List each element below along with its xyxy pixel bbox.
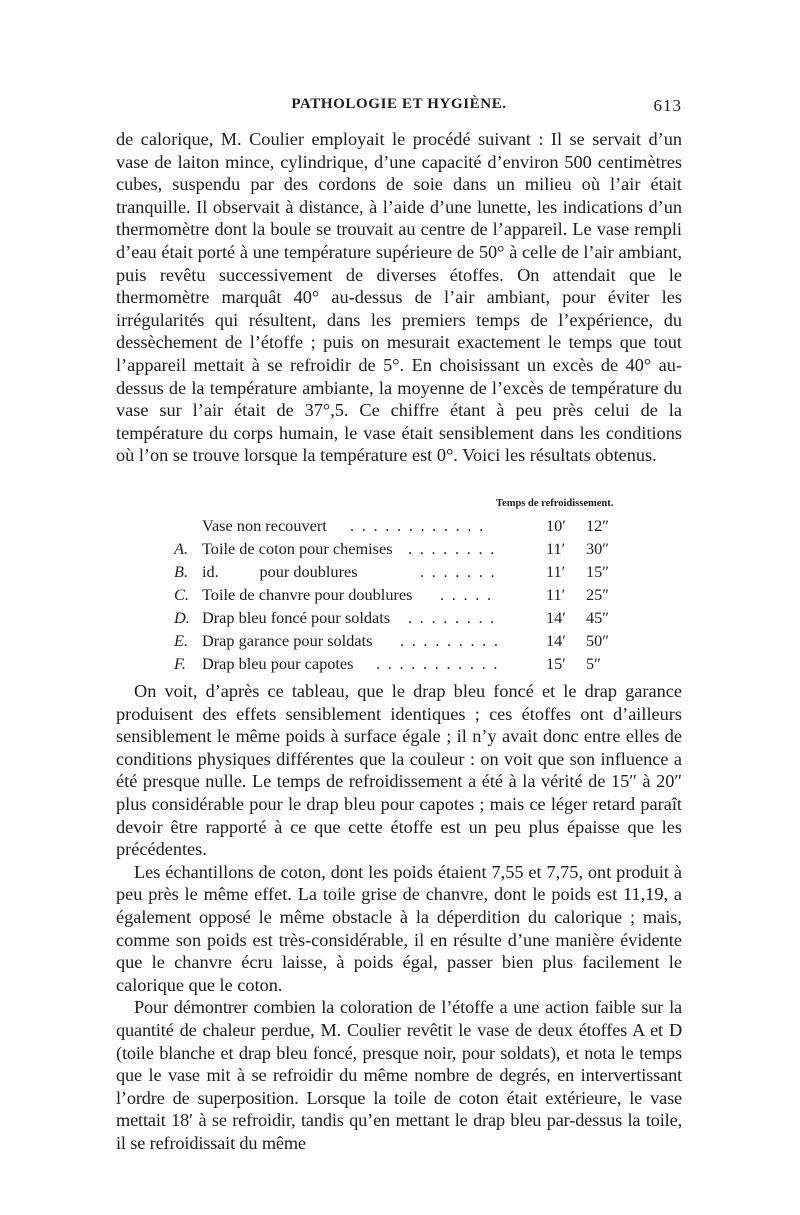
row-leader-dots: . . . . . . . <box>420 562 497 581</box>
paragraph-4: Pour démontrer combien la coloration de l’étoffe a une action faible sur la quantité de chaleur perdue, M. Coulier revêtit le vase de deux étoffes A et D (toile blanche et drap bleu foncé, presque noir, pour soldats), et nota le temps que le vase mit à se refroidir du même nombre de degrés, en intervertissant l’ordre de superposition. Lorsque la toile de coton était extérieure, le vase mettait 18′ à se refroidir, tandis qu’en mettant le drap bleu par-dessus la toile, il se refroidissait du même <box>116 997 682 1153</box>
table-row <box>168 585 688 609</box>
row-fabric: Drap bleu foncé pour soldats <box>202 608 391 627</box>
row-letter: A. <box>174 539 189 558</box>
row-seconds: 50″ <box>586 631 610 650</box>
paragraph-1: de calorique, M. Coulier employait le procédé suivant : Il se servait d’un vase de laiton mince, cylindrique, d’une capacité d’environ 500 centimètres cubes, suspendu par des cordons de soie dans un milieu où l’air était tranquille. Il observait à distance, à l’aide d’une lunette, les indications d’un thermomètre dont la boule se trouvait au centre de l’appareil. Le vase rempli d’eau était porté à une température supérieure de 50° à celle de l’air ambiant, puis revêtu successivement de diverses étoffes. On attendait que le thermomètre marquât 40° au-dessus de l’air ambiant, pour éviter les irrégularités qui résultent, dans les premiers temps de l’expérience, du dessèchement de l’étoffe ; puis on mesurait exactement le temps que tout l’appareil mettait à se refroidir de 5°. En choisissant un excès de 40° au-dessus de la température ambiante, la moyenne de l’excès de température du vase sur l’air était de 37°,5. Ce chiffre étant à peu près celui de la température du corps humain, le vase était sensiblement dans les conditions où l’on se trouve lorsque la température est 0°. Voici les résultats obtenus. <box>116 129 682 466</box>
row-leader-dots: . . . . . <box>440 585 493 604</box>
row-fabric: id. pour doublures <box>202 562 358 581</box>
paragraph-2: On voit, d’après ce tableau, que le drap bleu foncé et le drap garance produisent des effets sensiblement identiques ; ces étoffes ont d’ailleurs sensiblement le même poids à surface égale ; il n’y avait donc entre elles de conditions physiques différentes que la couleur : on voit que son influence a été presque nulle. Le temps de refroidissement a été à la vérité de 15″ à 20″ plus considérable pour le drap bleu pour capotes ; mais ce léger retard paraît devoir être rapporté à ce que cette étoffe est un peu plus épaisse que les précédentes. <box>116 681 682 860</box>
row-leader-dots: . . . . . . . . . . . <box>376 654 500 673</box>
paragraph-analysis <box>116 680 682 1154</box>
row-letter: C. <box>174 585 189 604</box>
row-letter: B. <box>174 562 189 581</box>
row-leader-dots: . . . . . . . . . <box>400 631 500 650</box>
row-letter: D. <box>174 608 190 627</box>
row-letter: F. <box>174 654 186 673</box>
row-fabric: Drap garance pour soldats <box>202 631 373 650</box>
table-row <box>168 631 688 655</box>
row-fabric: Vase non recouvert <box>202 516 327 535</box>
row-minutes: 15′ <box>546 654 566 673</box>
row-minutes: 14′ <box>546 631 566 650</box>
row-minutes: 10′ <box>546 516 566 535</box>
paragraph-3: Les échantillons de coton, dont les poids étaient 7,55 et 7,75, ont produit à peu près le même effet. La toile grise de chanvre, dont le poids est 11,19, a également opposé le même obstacle à la déperdition du calorique ; mais, comme son poids est très-considérable, il en résulte d’une manière évidente que le chanvre écru laisse, à poids égal, passer bien plus facilement le calorique que le coton. <box>116 861 682 995</box>
table-row <box>168 539 688 563</box>
paragraph-method <box>116 128 682 467</box>
table-caption: Temps de refroidissement. <box>496 498 614 509</box>
row-minutes: 14′ <box>546 608 566 627</box>
table-row <box>168 562 688 586</box>
row-fabric: Toile de chanvre pour doublures <box>202 585 413 604</box>
row-seconds: 5″ <box>586 654 601 673</box>
row-fabric: Drap bleu pour capotes <box>202 654 354 673</box>
row-leader-dots: . . . . . . . . <box>408 539 497 558</box>
row-fabric: Toile de coton pour chemises <box>202 539 393 558</box>
row-minutes: 11′ <box>546 562 566 581</box>
running-head <box>116 96 682 120</box>
row-minutes: 11′ <box>546 539 566 558</box>
table-row <box>168 654 688 678</box>
row-seconds: 25″ <box>586 585 610 604</box>
row-minutes: 11′ <box>546 585 566 604</box>
row-seconds: 12″ <box>586 516 610 535</box>
row-letter: E. <box>174 631 189 650</box>
row-seconds: 15″ <box>586 562 610 581</box>
running-title: PATHOLOGIE ET HYGIÈNE. <box>291 96 507 112</box>
table-row <box>168 516 688 540</box>
row-leader-dots: . . . . . . . . <box>408 608 497 627</box>
page-number: 613 <box>653 96 682 115</box>
row-seconds: 45″ <box>586 608 610 627</box>
table-row <box>168 608 688 632</box>
row-leader-dots: . . . . . . . . . . . . <box>350 516 486 535</box>
row-seconds: 30″ <box>586 539 610 558</box>
